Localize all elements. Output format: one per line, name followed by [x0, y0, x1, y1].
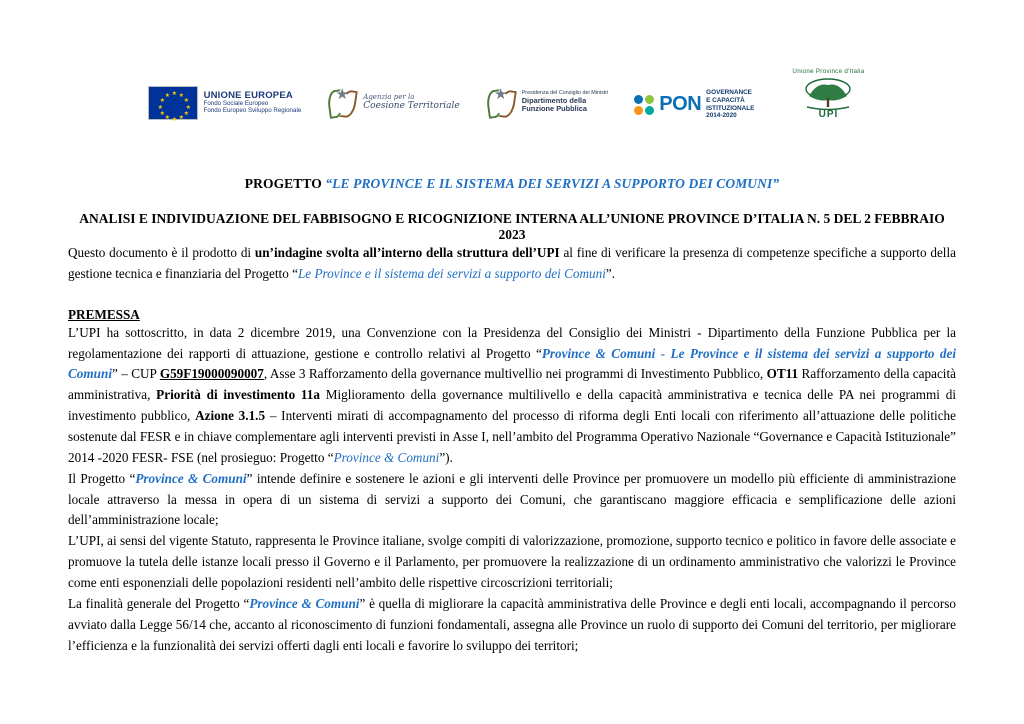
p1-b1: OT11	[766, 366, 799, 382]
document-body	[0, 176, 1024, 656]
republic-emblem-icon: ★	[327, 84, 357, 120]
p2-t2: ” intende definire e sostenere le azioni e gli interventi delle Province per promuovere un modello più efficiente di amministrazione locale attraverso la messa in opera di un sistema di servizi a supporto dei Comuni, che garantiscano maggiore efficacia e semplificazione delle azioni dell’amministrazione locale;	[68, 470, 956, 528]
p4-t1: La finalità generale del Progetto “	[68, 595, 250, 611]
p1-b3: Azione 3.1.5	[195, 408, 266, 424]
eu-logo-line1: UNIONE EUROPEA	[203, 89, 293, 101]
p4-project-name: Province & Comuni	[249, 595, 360, 611]
upi-logo	[780, 68, 876, 120]
paragraph-3	[68, 531, 956, 594]
pon-dots-icon	[634, 95, 654, 115]
p1-t1: L’UPI ha sottoscritto, in data 2 dicembre 2019, una Convenzione con la Presidenza del Consiglio dei Ministri - Dipartimento della Funzione Pubblica per la regolamentazione dei rapporti di attuazione, gestione e controllo relativi al Progetto “	[68, 324, 956, 361]
p1-project-name-2: Province & Comuni	[333, 449, 440, 465]
upi-label: UPI	[818, 109, 839, 120]
p1-t7: ”).	[439, 449, 453, 465]
upi-tree-icon	[801, 76, 855, 110]
agenzia-logo-line2: Coesione Territoriale	[363, 100, 460, 111]
intro-t2: al fine di verificare la presenza di competenze specifiche a supporto della gestione tecnica e finanziaria del Progetto “	[68, 245, 956, 281]
intro-t3: ”.	[605, 265, 616, 281]
p1-cup-code: G59F19000090007	[159, 366, 264, 382]
section-heading-premessa: PREMESSA	[68, 306, 140, 322]
p1-t6: – Interventi mirati di accompagnamento del processo di riforma degli Enti locali con riferimento all’attuazione delle politiche sostenute dal FESR e in chiave complementare agli interventi previsti in Asse I, nell’ambito del Programma Operativo Nazionale “Governance e Capacità Istituzionale” 2014 -2020 FESR- FSE (nel prosieguo: Progetto “	[68, 408, 956, 465]
page-subtitle: ANALISI E INDIVIDUAZIONE DEL FABBISOGNO E RICOGNIZIONE INTERNA ALL’UNIONE PROVINCE D’ITALIA N. 5 DEL 2 FEBBRAIO 2023	[79, 211, 945, 242]
pon-logo-text	[706, 89, 754, 120]
dipartimento-funzione-pubblica-logo	[486, 84, 609, 120]
paragraph-1	[68, 323, 956, 469]
p1-b2: Priorità di investimento 11a	[156, 387, 320, 403]
paragraph-2	[68, 469, 956, 532]
intro-t1: Questo documento è il prodotto di	[68, 245, 255, 260]
pon-logo-line3: ISTITUZIONALE	[706, 104, 755, 112]
agenzia-logo-text	[363, 93, 459, 111]
pon-logo-line4: 2014-2020	[706, 112, 737, 120]
p1-t4: Rafforzamento della capacità amministrativa,	[68, 366, 956, 403]
logo-banner	[0, 0, 1024, 123]
intro-paragraph	[68, 243, 956, 285]
p1-t5: Miglioramento della governance multilivello e della capacità amministrativa e tecnica delle PA nei programmi di investimento pubblico,	[68, 387, 956, 424]
title-prefix: PROGETTO	[244, 176, 326, 191]
pon-logo-line1: GOVERNANCE	[706, 89, 752, 97]
republic-emblem-icon: ★	[486, 84, 516, 120]
paragraph-4	[68, 594, 956, 657]
p1-t2: ” – CUP	[111, 366, 160, 382]
dfp-logo-line3: Funzione Pubblica	[521, 104, 587, 114]
dfp-logo-line1: Presidenza del Consiglio dei Ministri	[521, 90, 609, 97]
agenzia-coesione-territoriale-logo	[327, 84, 459, 120]
eu-logo-line3: Fondo Europeo Sviluppo Regionale	[203, 107, 302, 115]
unione-europea-logo	[148, 86, 302, 123]
pon-governance-logo	[634, 89, 754, 120]
p3-t1: L’UPI, ai sensi del vigente Statuto, rappresenta le Province italiane, svolge compiti di valorizzazione, promozione, supporto tecnico e politico in favore delle associate e promuove la tutela delle istanze locali presso il Governo e il Parlamento, per promuovere la realizzazione di un ordinamento amministrativo che valorizzi le Province come enti esponenziali delle popolazioni residenti nell’ambito delle rispettive circoscrizioni territoriali;	[68, 533, 956, 591]
p1-project-name-1: Province & Comuni - Le Province e il sistema dei servizi a supporto dei Comuni	[68, 345, 956, 382]
intro-project-name: Le Province e il sistema dei servizi a supporto dei Comuni	[297, 265, 606, 281]
pon-wordmark: PON	[659, 93, 702, 116]
eu-flag-icon: ★ ★ ★ ★ ★ ★ ★ ★ ★ ★ ★ ★	[148, 86, 198, 120]
title-project-name: “LE PROVINCE E IL SISTEMA DEI SERVIZI A SUPPORTO DEI COMUNI”	[325, 176, 780, 191]
p2-t1: Il Progetto “	[68, 470, 136, 486]
p1-t3: , Asse 3 Rafforzamento della governance multivellio nei programmi di Investimento Pubblico,	[263, 366, 767, 382]
dfp-logo-text	[522, 90, 609, 113]
pon-logo-line2: E CAPACITÀ	[706, 96, 745, 104]
p2-project-name: Province & Comuni	[135, 470, 247, 486]
upi-arc-text: Unione Province d'Italia	[792, 68, 865, 75]
dfp-logo-line2: Dipartimento della	[521, 95, 587, 105]
eu-logo-line2: Fondo Sociale Europeo	[203, 100, 269, 108]
p4-t2: ” è quella di migliorare la capacità amministrativa delle Province e degli enti locali, accompagnando il percorso avviato dalla Legge 56/14 che, accanto al riconoscimento di funzioni fondamentali, assegna alle Province un ruolo di supporto dei Comuni del territorio, per migliorare l’efficienza e la funzionalità dei servizi offerti dagli enti locali e favorire lo sviluppo dei territori;	[68, 595, 956, 653]
eu-logo-text	[204, 91, 302, 116]
title-block	[68, 176, 956, 243]
page-title	[68, 176, 956, 192]
agenzia-logo-line1: Agenzia per la	[363, 92, 415, 101]
intro-b1: un’indagine svolta all’interno della struttura dell’UPI	[254, 245, 560, 260]
